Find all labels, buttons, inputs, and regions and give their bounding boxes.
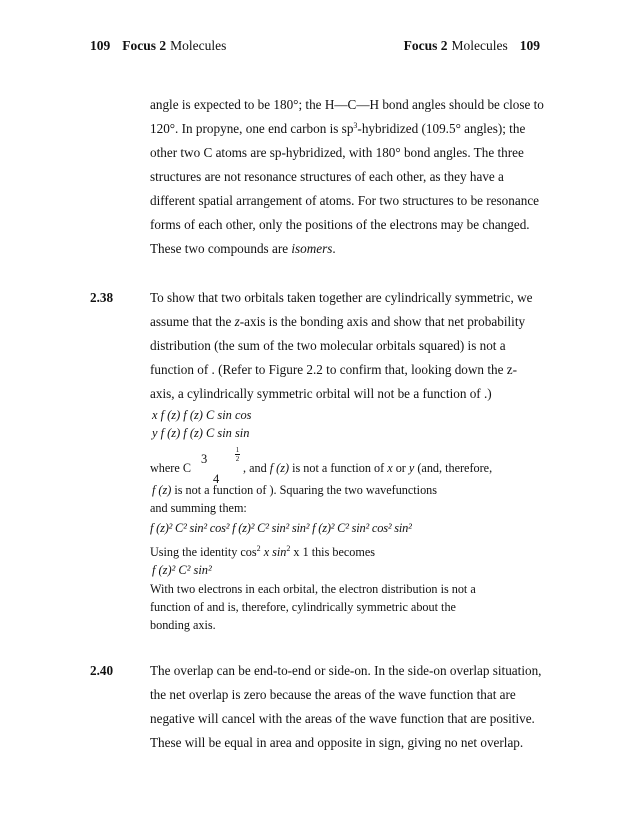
intro-line-4: structures are not resonance structures of each other, as they have a — [150, 169, 504, 184]
q238-line-2-italic: z — [234, 314, 240, 329]
equation-y-text: y f (z) f (z) C sin sin — [152, 426, 250, 440]
identity-sup-1: 2 — [256, 544, 261, 553]
equation-y — [152, 426, 249, 441]
where-line-rest — [243, 461, 492, 476]
where-rest-y: y — [408, 461, 415, 475]
equation-x-text: x f (z) f (z) C sin cos — [152, 408, 252, 422]
q238-line-1: To show that two orbitals taken together are cylindrically symmetric, we — [150, 290, 533, 305]
q238-line-2-b: -axis is the bonding axis and show that net probability — [239, 314, 526, 329]
problem-number-2-38: 2.38 — [90, 290, 114, 305]
where-line — [150, 461, 191, 476]
intro-line-7-italic: isomers — [291, 241, 333, 256]
q240-line-3: negative will cancel with the areas of the wave function that are positive. — [150, 711, 535, 726]
where-rest-a: , and — [243, 461, 270, 475]
exponent-half-denominator: 2 — [235, 455, 240, 463]
q240-line-4: These will be equal in area and opposite in sign, giving no net overlap. — [150, 735, 524, 750]
intro-line-5: different spatial arrangement of atoms. For two structures to be resonance — [150, 193, 540, 208]
with-electrons-line: With two electrons in each orbital, the electron distribution is not a — [150, 582, 476, 596]
where-rest-b: is not a function of — [289, 461, 388, 475]
identity-line — [150, 544, 375, 560]
intro-line-1: angle is expected to be 180°; the H—C—H bond angles should be close to — [150, 97, 544, 112]
equation-sum — [150, 521, 412, 536]
q238-line-2 — [150, 314, 525, 330]
identity-sup-2: 2 — [286, 544, 291, 553]
q238-line-3: distribution (the sum of the two molecular orbitals squared) is not a — [150, 338, 506, 353]
q240-line-1: The overlap can be end-to-end or side-on. In the side-on overlap situation, — [150, 663, 542, 678]
intro-line-7 — [150, 241, 336, 257]
problem-number-2-40: 2.40 — [90, 663, 114, 678]
where-rest-fz: f (z) — [269, 461, 290, 475]
where-rest-or: or — [392, 461, 409, 475]
exponent-half — [235, 446, 240, 463]
equation-x — [152, 408, 251, 423]
identity-line-c: x 1 this becomes — [290, 545, 375, 559]
fz-line-a: f (z) — [152, 483, 172, 497]
bonding-axis-line: bonding axis. — [150, 618, 216, 632]
header-subtitle-right: Molecules — [451, 38, 508, 53]
equation-sum-text: f (z)² C² sin² cos² f (z)² C² sin² sin² f (z)² C² sin² cos² sin² — [150, 521, 412, 535]
page-header-right — [404, 38, 540, 54]
header-title-left: Focus 2 — [122, 38, 167, 53]
exponent-half-numerator: 1 — [235, 446, 240, 454]
q238-line-2-a: assume that the — [150, 314, 235, 329]
q238-line-4: function of . (Refer to Figure 2.2 to confirm that, looking down the z- — [150, 362, 517, 377]
intro-line-7-a: These two compounds are — [150, 241, 292, 256]
intro-line-3: other two C atoms are sp-hybridized, with 180° bond angles. The three — [150, 145, 524, 160]
equation-result-text: f (z)² C² sin² — [152, 563, 212, 577]
fraction-denominator: 4 — [213, 472, 220, 486]
equation-result — [152, 563, 212, 578]
header-title-right: Focus 2 — [403, 38, 448, 53]
where-label: where C — [150, 461, 191, 475]
intro-line-2 — [150, 121, 525, 137]
where-rest-x: x — [387, 461, 393, 475]
q238-line-5: axis, a cylindrically symmetric orbital will not be a function of .) — [150, 386, 492, 401]
fraction-numerator: 3 — [201, 452, 208, 466]
intro-line-6: forms of each other, only the positions of the electrons may be changed. — [150, 217, 530, 232]
intro-line-7-b: . — [332, 241, 336, 256]
identity-line-b: x sin — [260, 545, 287, 559]
fz-line-b: is not a function of ). Squaring the two wavefunctions — [171, 483, 437, 497]
q240-line-2: the net overlap is zero because the areas of the wave function that are — [150, 687, 516, 702]
header-subtitle-left: Molecules — [170, 38, 227, 53]
intro-line-2-a: 120°. In propyne, one end carbon is sp — [150, 121, 354, 136]
page-header-left — [90, 38, 226, 54]
intro-line-2-b: -hybridized (109.5° angles); the — [357, 121, 526, 136]
where-rest-end: (and, therefore, — [414, 461, 493, 475]
page-number-left: 109 — [90, 38, 111, 53]
page-number-right: 109 — [519, 38, 540, 53]
fz-line — [152, 483, 437, 498]
intro-line-2-sup: 3 — [353, 121, 358, 130]
identity-line-a: Using the identity cos — [150, 545, 257, 559]
summing-line: and summing them: — [150, 501, 247, 515]
function-of-line: function of and is, therefore, cylindrically symmetric about the — [150, 600, 456, 614]
